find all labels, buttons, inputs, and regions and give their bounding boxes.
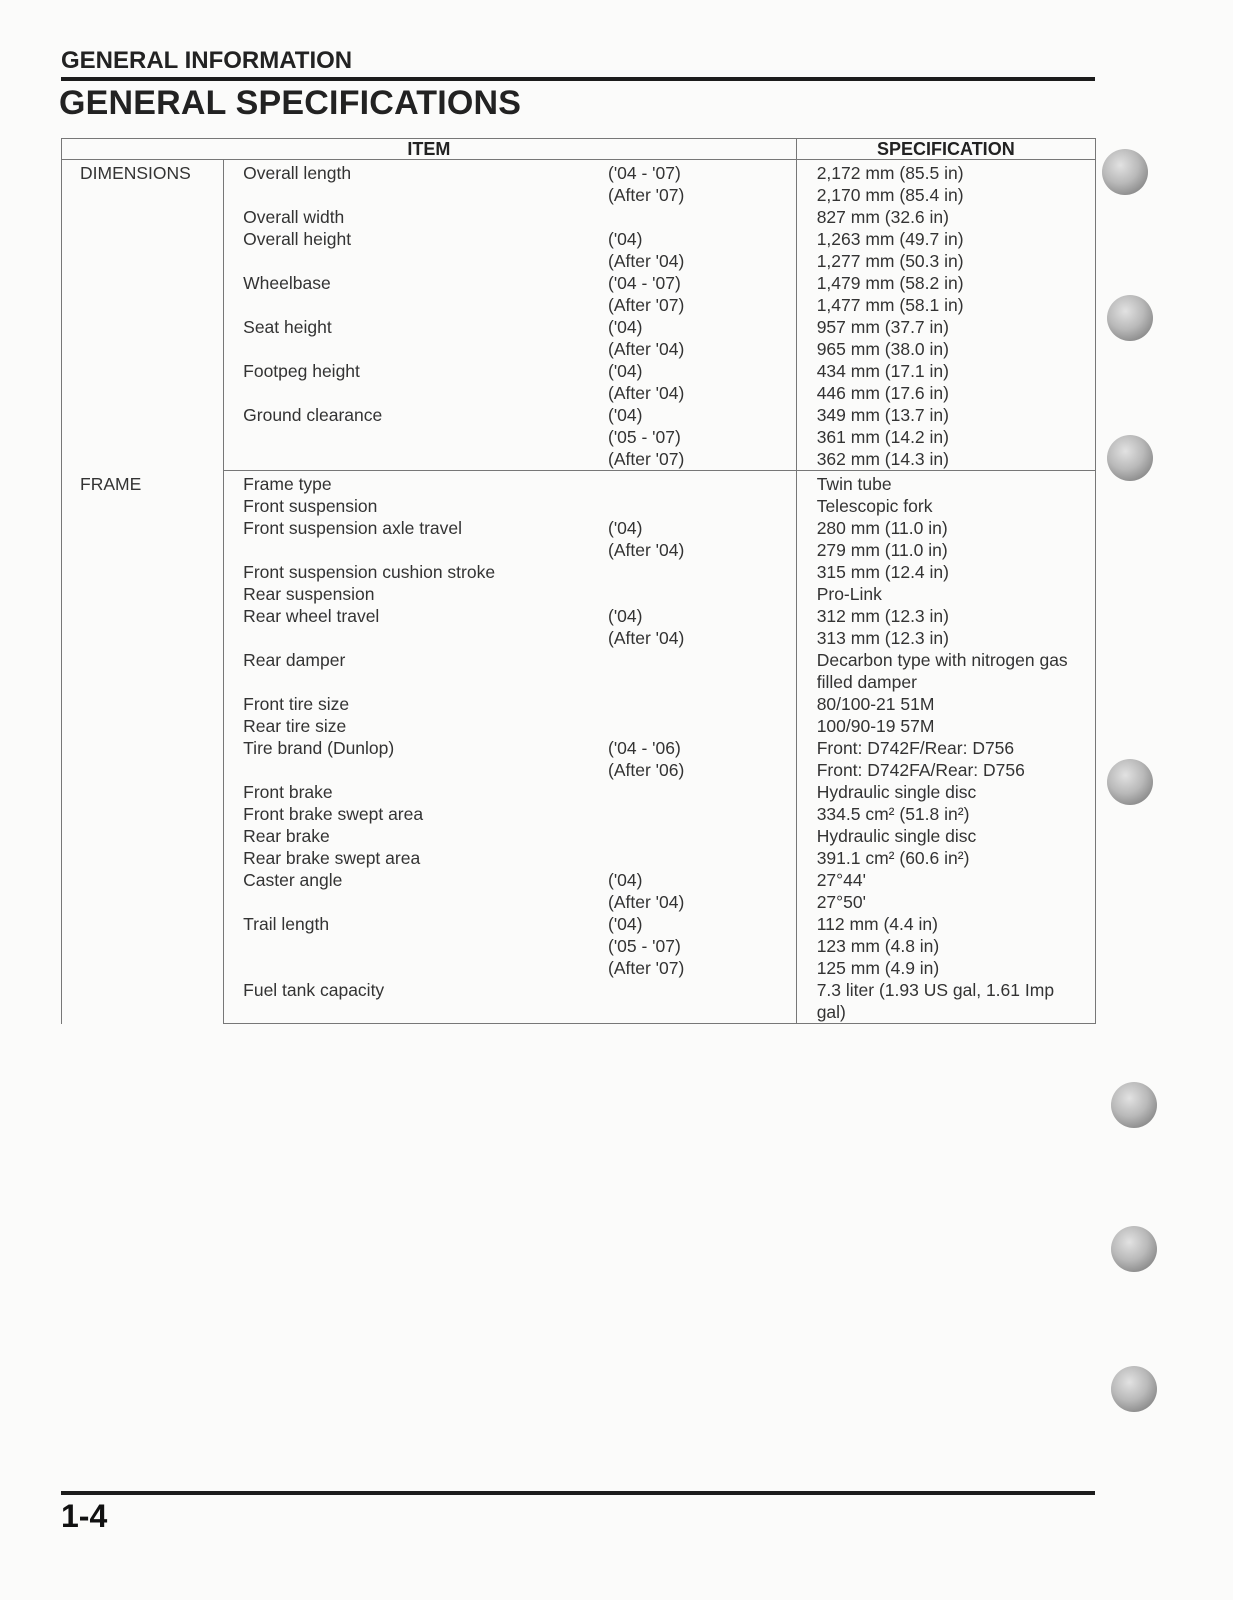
specification-cell: 965 mm (38.0 in) [796, 338, 1095, 360]
model-year-cell: ('04) [608, 870, 643, 890]
model-year-cell: (After '07) [608, 958, 685, 978]
item-cell: Tire brand (Dunlop) [243, 738, 395, 758]
item-cell: Wheelbase [243, 273, 331, 293]
specification-cell: Front: D742FA/Rear: D756 [796, 759, 1095, 781]
footer-rule [61, 1491, 1095, 1495]
item-cell: Rear damper [243, 650, 346, 670]
model-year-cell: (After '07) [608, 295, 685, 315]
category-cell: DIMENSIONS [62, 160, 224, 471]
specification-cell: 7.3 liter (1.93 US gal, 1.61 Imp gal) [796, 979, 1095, 1024]
specification-cell: 100/90-19 57M [796, 715, 1095, 737]
model-year-cell [608, 715, 796, 737]
binder-tab-marker [1107, 295, 1153, 341]
binder-tab-marker [1111, 1366, 1157, 1412]
specifications-table [61, 138, 1096, 1024]
specification-cell: 361 mm (14.2 in) [796, 426, 1095, 448]
model-year-cell: ('05 - '07) [608, 427, 681, 447]
item-cell [224, 338, 608, 360]
specification-cell: 1,479 mm (58.2 in) [796, 272, 1095, 294]
section-heading: GENERAL INFORMATION [61, 47, 353, 74]
model-year-cell [608, 495, 796, 517]
item-cell: Trail length [243, 914, 330, 934]
item-column-header: ITEM [62, 139, 797, 160]
item-cell: Rear brake swept area [243, 848, 421, 868]
table-row [62, 471, 1096, 496]
model-year-cell: ('05 - '07) [608, 936, 681, 956]
page-number: 1-4 [61, 1498, 108, 1534]
item-cell [224, 448, 608, 471]
item-cell [224, 935, 608, 957]
item-cell: Footpeg height [243, 361, 360, 381]
item-cell [224, 759, 608, 781]
item-cell: Rear tire size [243, 716, 347, 736]
table-header-row [62, 139, 1096, 160]
specification-cell: 827 mm (32.6 in) [796, 206, 1095, 228]
specification-cell: 312 mm (12.3 in) [796, 605, 1095, 627]
model-year-cell [608, 693, 796, 715]
specification-cell: 2,172 mm (85.5 in) [796, 160, 1095, 185]
model-year-cell: ('04 - '07) [608, 163, 681, 183]
specification-cell: 315 mm (12.4 in) [796, 561, 1095, 583]
item-cell: Fuel tank capacity [224, 979, 608, 1024]
item-cell [224, 184, 608, 206]
model-year-cell [608, 471, 796, 496]
model-year-cell: ('04) [608, 317, 643, 337]
model-year-cell: (After '04) [608, 540, 685, 560]
item-cell: Front tire size [243, 694, 350, 714]
specification-cell: Hydraulic single disc [796, 781, 1095, 803]
specification-cell: 334.5 cm² (51.8 in²) [796, 803, 1095, 825]
header-rule [61, 77, 1095, 81]
binder-tab-marker [1107, 435, 1153, 481]
model-year-cell: ('04) [608, 518, 643, 538]
item-cell: Frame type [243, 474, 332, 494]
specification-cell: Pro-Link [796, 583, 1095, 605]
specification-cell: 123 mm (4.8 in) [796, 935, 1095, 957]
model-year-cell [608, 847, 796, 869]
item-cell [224, 382, 608, 404]
specification-cell: 1,477 mm (58.1 in) [796, 294, 1095, 316]
specification-cell: 434 mm (17.1 in) [796, 360, 1095, 382]
model-year-cell [608, 825, 796, 847]
model-year-cell: ('04) [608, 606, 643, 626]
specification-cell: 2,170 mm (85.4 in) [796, 184, 1095, 206]
specification-cell: 349 mm (13.7 in) [796, 404, 1095, 426]
model-year-cell: ('04 - '06) [608, 738, 681, 758]
item-cell [224, 891, 608, 913]
model-year-cell [608, 781, 796, 803]
specification-cell: Decarbon type with nitrogen gas filled damper [796, 649, 1095, 693]
binder-tab-marker [1102, 149, 1148, 195]
binder-tab-marker [1107, 759, 1153, 805]
item-cell [224, 957, 608, 979]
item-cell [224, 539, 608, 561]
model-year-cell: (After '06) [608, 760, 685, 780]
item-cell [224, 627, 608, 649]
item-cell: Front suspension cushion stroke [243, 562, 496, 582]
model-year-cell: ('04) [608, 361, 643, 381]
page-title: GENERAL SPECIFICATIONS [59, 84, 522, 122]
model-year-cell [608, 583, 796, 605]
specification-cell: 112 mm (4.4 in) [796, 913, 1095, 935]
item-cell: Overall width [243, 207, 345, 227]
model-year-cell: ('04) [608, 914, 643, 934]
table-body [62, 160, 1096, 1024]
specification-cell: 957 mm (37.7 in) [796, 316, 1095, 338]
item-cell: Rear suspension [243, 584, 375, 604]
item-cell: Rear wheel travel [243, 606, 380, 626]
specification-cell: Front: D742F/Rear: D756 [796, 737, 1095, 759]
model-year-cell [608, 206, 796, 228]
specification-cell: 1,263 mm (49.7 in) [796, 228, 1095, 250]
specification-cell: 280 mm (11.0 in) [796, 517, 1095, 539]
binder-tab-marker [1111, 1226, 1157, 1272]
specification-cell: 125 mm (4.9 in) [796, 957, 1095, 979]
specification-cell: 391.1 cm² (60.6 in²) [796, 847, 1095, 869]
item-cell: Front suspension axle travel [243, 518, 463, 538]
item-cell: Rear brake [243, 826, 330, 846]
item-cell: Overall height [243, 229, 352, 249]
item-cell: Seat height [243, 317, 332, 337]
table-row [62, 160, 1096, 185]
item-cell: Front brake swept area [243, 804, 424, 824]
model-year-cell [608, 561, 796, 583]
item-cell: Ground clearance [243, 405, 383, 425]
item-cell [224, 294, 608, 316]
model-year-cell: (After '07) [608, 448, 796, 471]
model-year-cell: ('04) [608, 229, 643, 249]
specification-cell: 1,277 mm (50.3 in) [796, 250, 1095, 272]
specification-cell: 446 mm (17.6 in) [796, 382, 1095, 404]
model-year-cell: ('04 - '07) [608, 273, 681, 293]
model-year-cell: (After '04) [608, 628, 685, 648]
model-year-cell: (After '04) [608, 892, 685, 912]
specification-cell: Twin tube [796, 471, 1095, 496]
specification-cell: Hydraulic single disc [796, 825, 1095, 847]
category-cell: FRAME [62, 471, 224, 1024]
specification-cell: Telescopic fork [796, 495, 1095, 517]
model-year-cell: ('04) [608, 405, 643, 425]
item-cell: Overall length [243, 163, 352, 183]
specification-cell: 80/100-21 51M [796, 693, 1095, 715]
model-year-cell: (After '04) [608, 383, 685, 403]
specification-cell: 313 mm (12.3 in) [796, 627, 1095, 649]
specification-column-header: SPECIFICATION [796, 139, 1095, 160]
model-year-cell [608, 649, 796, 693]
specification-cell: 27°50' [796, 891, 1095, 913]
specification-cell: 362 mm (14.3 in) [796, 448, 1095, 471]
model-year-cell: (After '07) [608, 185, 685, 205]
model-year-cell [608, 979, 796, 1024]
specification-cell: 279 mm (11.0 in) [796, 539, 1095, 561]
item-cell [224, 250, 608, 272]
specification-cell: 27°44' [796, 869, 1095, 891]
model-year-cell: (After '04) [608, 339, 685, 359]
item-cell [224, 426, 608, 448]
item-cell: Front suspension [243, 496, 378, 516]
model-year-cell [608, 803, 796, 825]
model-year-cell: (After '04) [608, 251, 685, 271]
binder-tab-marker [1111, 1082, 1157, 1128]
item-cell: Caster angle [243, 870, 343, 890]
item-cell: Front brake [243, 782, 333, 802]
